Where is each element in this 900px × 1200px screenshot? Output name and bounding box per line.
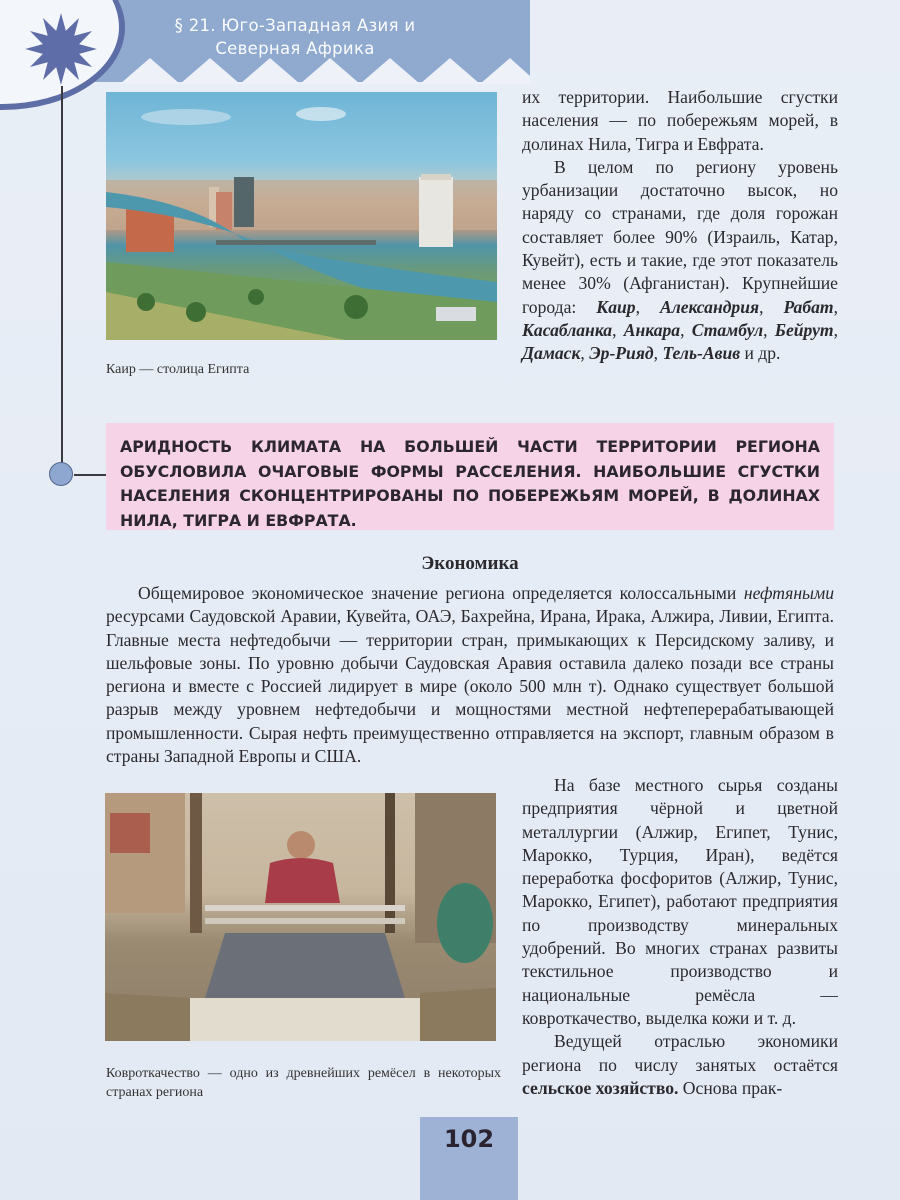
agriculture-text-rest: Основа прак- (678, 1077, 783, 1098)
city-name: Стамбул (691, 319, 764, 340)
economy-oil-text-rest: ресурсами Саудовской Аравии, Кувейта, ОАЭ, Бахрейна, Ирана, Ирака, Алжира, Ливии, Египта. Главные места нефтедобычи — территории стран, примыкающих к Персидскому заливу, и шельфовые зоны. По уровню добычи Саудовская Аравия оставила далеко позади все страны региона и вместе с Россией лидирует в мире (около 500 млн т). Однако существует большой разрыв между уровнем нефтедобычи и мощностями местной нефтеперерабатывающей промышленности. Сырая нефть преимущественно отправляется на экспорт, главным образом в страны Западной Европы и США. (106, 606, 834, 767)
city-name: Бейрут (774, 319, 834, 340)
callout-marker-circle (49, 462, 73, 486)
urbanization-text-column (522, 86, 838, 366)
population-paragraph: их территории. Наибольшие сгустки населения — по побережьям морей, в долинах Нила, Тигра и Евфрата. (522, 87, 838, 154)
economy-heading (0, 553, 900, 575)
city-name: Касабланка (522, 319, 613, 340)
economy-heading-text: Экономика (421, 553, 519, 574)
major-cities-list: Каир, Александрия, Рабат, Касабланка, Анкара, Стамбул, Бейрут, Дамаск, Эр-Рияд, Тель-Авив (522, 296, 839, 364)
callout-connector-line (74, 474, 110, 476)
agriculture-paragraph (522, 1030, 838, 1100)
city-name: Александрия (659, 296, 760, 317)
economy-oil-emphasis: нефтяными (743, 583, 834, 603)
city-name: Тель-Авив (662, 343, 741, 364)
cairo-photo-caption: Каир — столица Египта (106, 362, 250, 377)
agriculture-emphasis: сельское хозяйство. (522, 1077, 679, 1098)
key-fact-callout (106, 423, 834, 530)
cairo-photo (106, 92, 497, 340)
urbanization-outro: и др. (740, 343, 781, 364)
city-name: Рабат (783, 296, 834, 317)
star-icon (22, 10, 100, 88)
section-title-line2: Северная Африка (215, 39, 375, 58)
city-name: Анкара (623, 319, 681, 340)
section-title-line1: § 21. Юго-Западная Азия и (174, 16, 416, 35)
city-name: Дамаск (522, 343, 581, 364)
urbanization-paragraph (522, 156, 838, 366)
section-title (160, 14, 430, 60)
industry-text-column (522, 774, 838, 1100)
economy-oil-paragraph (106, 582, 834, 768)
margin-guide-line (61, 86, 63, 476)
page-number: 102 (443, 1125, 495, 1153)
carpet-weaving-caption: Ковроткачество — одно из древнейших ремёсел в некоторых странах региона (106, 1066, 501, 1100)
city-name: Каир (596, 296, 636, 317)
page-number-box (420, 1117, 518, 1200)
agriculture-text-start: Ведущей отраслью экономики региона по числу занятых остаётся (522, 1031, 838, 1075)
industry-paragraph: На базе местного сырья созданы предприятия чёрной и цветной металлургии (Алжир, Египет, Тунис, Марокко, Турция, Иран), ведётся переработка фосфоритов (Алжир, Тунис, Марокко, Египет), работают предприятия по производству минеральных удобрений. Во многих странах развиты текстильное производство и национальные ремёсла — ковроткачество, выделка кожи и т. д. (522, 775, 838, 1028)
economy-oil-text-start: Общемировое экономическое значение региона определяется колоссальными (138, 583, 744, 603)
urbanization-intro: В целом по региону уровень урбанизации достаточно высок, но наряду со странами, где доля горожан составляет более 90% (Израиль, Катар, Кувейт), есть и такие, где этот показатель менее 30% (Афганистан). Крупнейшие города: (522, 156, 838, 317)
city-name: Эр-Рияд (589, 343, 654, 364)
callout-text: АРИДНОСТЬ КЛИМАТА НА БОЛЬШЕЙ ЧАСТИ ТЕРРИТОРИИ РЕГИОНА ОБУСЛОВИЛА ОЧАГОВЫЕ ФОРМЫ РАССЕЛЕНИЯ. НАИБОЛЬШИЕ СГУСТКИ НАСЕЛЕНИЯ СКОНЦЕНТРИРОВАНЫ ПО ПОБЕРЕЖЬЯМ МОРЕЙ, В ДОЛИНАХ НИЛА, ТИГРА И ЕВФРАТА. (120, 437, 820, 530)
carpet-weaving-photo (105, 793, 496, 1041)
